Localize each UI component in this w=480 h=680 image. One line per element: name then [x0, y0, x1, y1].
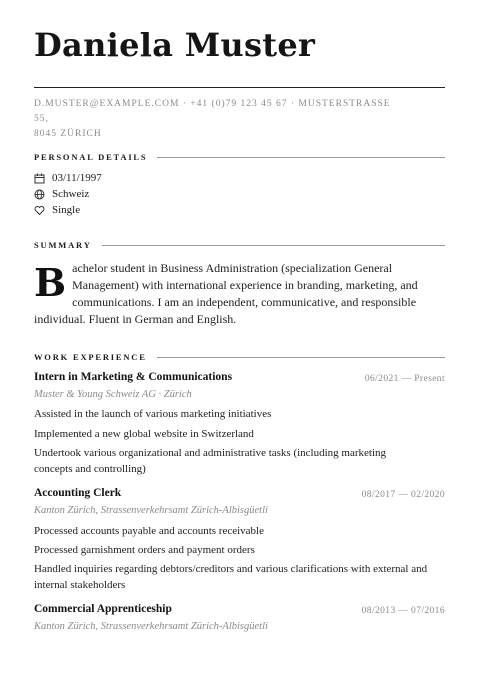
- personal-item-marital-status: [34, 204, 80, 216]
- candidate-name: Daniela Muster: [34, 26, 316, 64]
- personal-item-nationality: [34, 188, 89, 200]
- globe-icon: [34, 189, 45, 200]
- job-bullet: Assisted in the launch of various marketing initiatives: [34, 408, 272, 420]
- personal-details-header: [34, 152, 445, 162]
- personal-item-label: Schweiz: [52, 188, 90, 200]
- contact-info: [34, 97, 404, 142]
- section-title: SUMMARY: [34, 240, 92, 250]
- job-dates: 06/2021 — Present: [364, 374, 445, 384]
- job-bullet: Implemented a new global website in Switzerland: [34, 428, 254, 440]
- summary-text: [34, 260, 445, 328]
- section-divider: [157, 357, 445, 358]
- job-company: Kanton Zürich, Strassenverkehrsamt Zürich-Albisgüetli: [34, 621, 268, 632]
- section-divider: [157, 157, 445, 158]
- work-experience-header: [34, 352, 445, 362]
- job-title: Commercial Apprenticeship: [34, 603, 172, 615]
- job-title: Accounting Clerk: [34, 487, 122, 499]
- summary-header: [34, 240, 445, 250]
- calendar-icon: [34, 173, 45, 184]
- job-bullet: Undertook various organizational and administrative tasks (including marketing concepts and controlling): [34, 447, 387, 475]
- job-company: Muster & Young Schweiz AG · Zürich: [34, 389, 192, 400]
- drop-cap: B: [34, 260, 67, 305]
- personal-item-label: 03/11/1997: [52, 172, 102, 184]
- section-divider: [102, 245, 445, 246]
- job-bullet: Handled inquiries regarding debtors/creditors and various clarifications with external and internal stakeholders: [34, 563, 428, 591]
- job-title: Intern in Marketing & Communications: [34, 371, 233, 383]
- job-dates: 08/2017 — 02/2020: [361, 490, 445, 500]
- summary-body: achelor student in Business Administration (specialization General Management) with international experience in branding, marketing, and communications. I am an independent, communicative, and responsible individual. Fluent in German and English.: [34, 261, 418, 326]
- job-company: Kanton Zürich, Strassenverkehrsamt Zürich-Albisgüetli: [34, 505, 268, 516]
- header-divider: [34, 87, 445, 88]
- section-title: WORK EXPERIENCE: [34, 352, 147, 362]
- contact-line: 8045 ZÜRICH: [34, 129, 102, 139]
- contact-line: D.MUSTER@EXAMPLE.COM · +41 (0)79 123 45 67 · MUSTERSTRASSE 55,: [34, 99, 391, 124]
- job-dates: 08/2013 — 07/2016: [361, 606, 445, 616]
- heart-icon: [34, 205, 45, 216]
- job-bullet: Processed garnishment orders and payment orders: [34, 544, 255, 556]
- job-bullet: Processed accounts payable and accounts receivable: [34, 525, 264, 537]
- personal-item-label: Single: [52, 204, 81, 216]
- personal-item-birthdate: [34, 172, 102, 184]
- section-title: PERSONAL DETAILS: [34, 152, 148, 162]
